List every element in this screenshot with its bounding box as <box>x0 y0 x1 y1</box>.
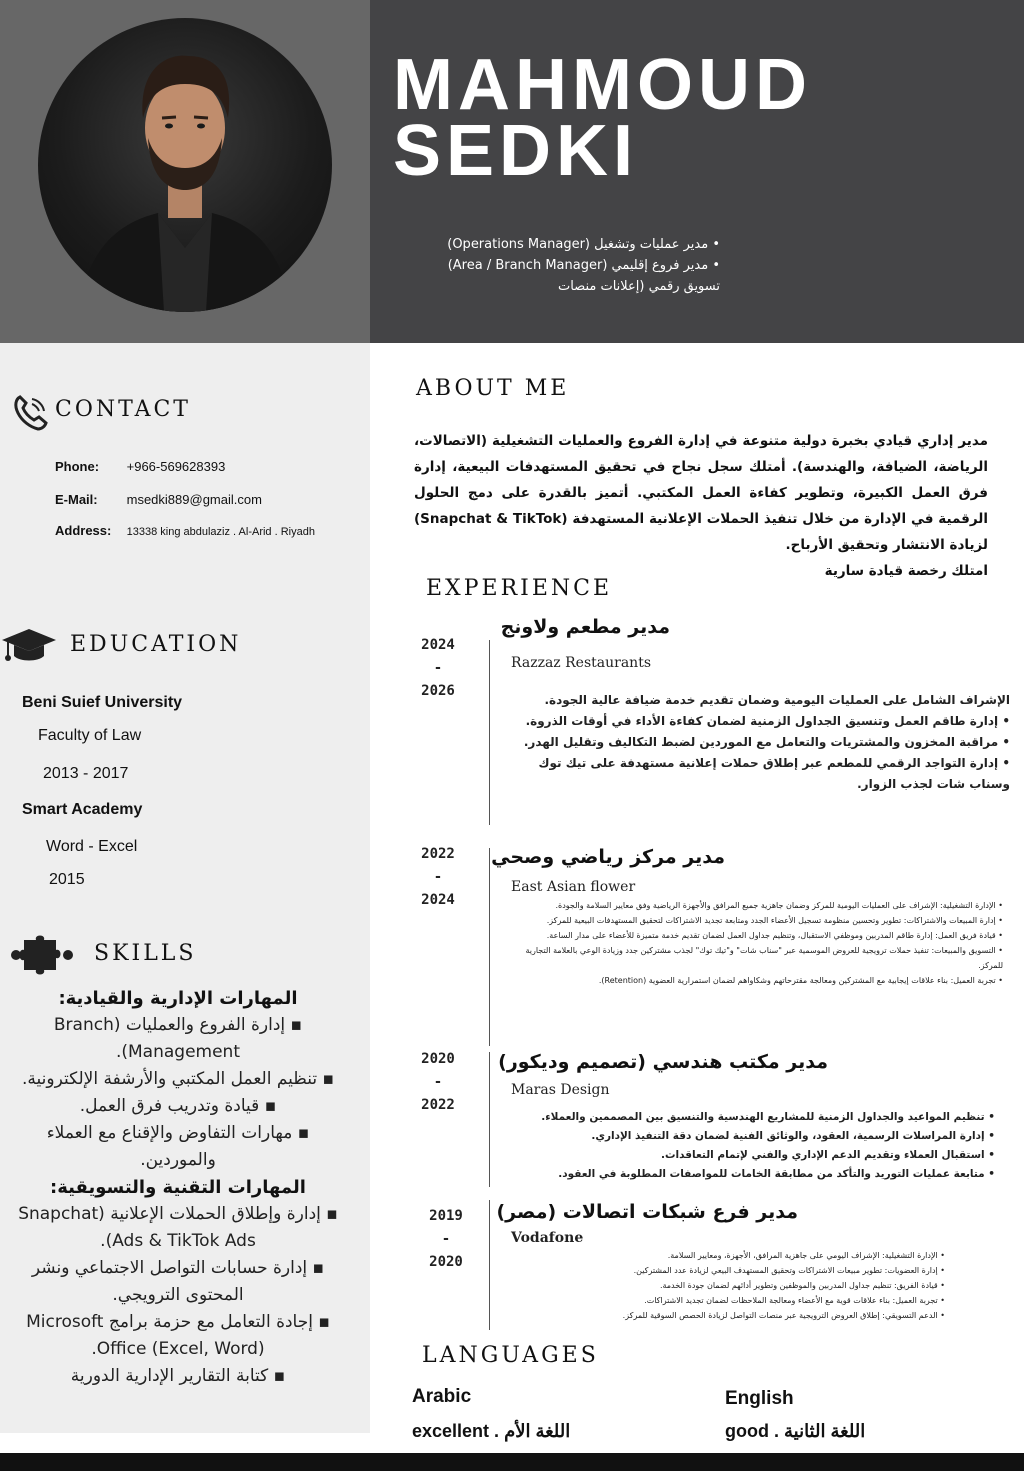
skills-group-2: المهارات التقنية والتسويقية: <box>50 1177 306 1198</box>
language-2: English <box>725 1388 794 1409</box>
languages-heading: LANGUAGES <box>422 1343 599 1368</box>
duty-item: • تجربة العميل: بناء علاقات إيجابية مع المشتركين ومعالجة مقترحاتهم وشكاواهم لضمان استمرارية العضوية (Retention). <box>598 976 1003 985</box>
skill-item: ▪ مهارات التفاوض والإقناع مع العملاء والموردين. <box>46 1123 310 1170</box>
school-1: Beni Suief University <box>22 694 183 711</box>
phone-icon <box>12 393 50 431</box>
bottom-bar <box>0 1453 1024 1471</box>
license-note: امتلك رخصة قيادة سارية <box>824 563 988 579</box>
job-4-duties <box>505 1248 945 1323</box>
skills-group-1: المهارات الإدارية والقيادية: <box>58 988 298 1009</box>
profile-photo-image <box>38 18 332 312</box>
education-heading: EDUCATION <box>70 632 242 657</box>
skills-heading: SKILLS <box>94 941 197 966</box>
skill-item: ▪ إجادة التعامل مع حزمة برامج Microsoft Office (Excel, Word). <box>26 1312 330 1359</box>
year-from: 2022 <box>421 846 455 862</box>
job-title-2: • مدير فروع إقليمي (Area / Branch Manager) <box>447 258 720 273</box>
name-first: MAHMOUD <box>393 45 812 125</box>
duty-item: • الدعم التسويقي: إطلاق العروض الترويجية عبر منصات التواصل لزيادة الحصص السوقية للمركز. <box>622 1311 945 1320</box>
timeline-line <box>489 848 490 1046</box>
address-label: Address: <box>55 523 112 538</box>
duty-item: • استقبال العملاء وتقديم الدعم الإداري والفني لإتمام التعاقدات. <box>660 1149 995 1161</box>
job-4-years <box>426 1208 466 1277</box>
year-sep: - <box>433 869 443 885</box>
skill-item: ▪ إدارة الفروع والعمليات (Branch Management). <box>53 1015 303 1062</box>
skill-item: ▪ إدارة وإطلاق الحملات الإعلانية (Snapchat Ads & TikTok Ads). <box>18 1204 338 1251</box>
year-sep: - <box>433 1074 443 1090</box>
email-label: E-Mail: <box>55 492 98 507</box>
faculty-1: Faculty of Law <box>38 727 142 744</box>
duty-item: • تجربة العميل: بناء علاقات قوية مع الأعضاء ومعالجة الملاحظات لضمان تجديد الاشتراكات. <box>644 1296 945 1305</box>
about-heading: ABOUT ME <box>416 376 570 401</box>
job-4-company: Vodafone <box>511 1230 584 1246</box>
language-1: Arabic <box>412 1386 472 1407</box>
job-2-years <box>418 846 458 915</box>
about-paragraph: مدير إداري قيادي بخبرة دولية متنوعة في إدارة الفروع والعمليات التشغيلية (الاتصالات، الرياضة، الضيافة، والهندسة). أمتلك سجل نجاح في تحقيق المستهدفات البيعية، إدارة فرق العمل الكبيرة، وتطوير كفاءة العمل المكتبي. أتميز بالقدرة على دمج الحلول الرقمية في الإدارة من خلال تنفيذ الحملات الإعلانية المستهدفة (Snapchat & TikTok) لزيادة الانتشار وتحقيق الأرباح. <box>414 433 988 553</box>
year-sep: - <box>433 660 443 676</box>
duty-item: • متابعة عمليات التوريد والتأكد من مطابقة الخامات للمواصفات المطلوبة في العقود. <box>558 1168 995 1180</box>
language-1-level: excellent . اللغة الأم <box>412 1421 571 1441</box>
graduation-cap-icon <box>0 626 58 666</box>
job-3-title: مدير مكتب هندسي (تصميم وديكور) <box>498 1051 828 1073</box>
duty-item: • إدارة المبيعات والاشتراكات: تطوير وتحسين منظومة تسجيل الأعضاء الجدد ومتابعة تجديد الاشتراكات لتحقيق المستهدفات البيعية للمركز. <box>546 916 1003 925</box>
skill-item: ▪ تنظيم العمل المكتبي والأرشفة الإلكترونية. <box>21 1069 335 1089</box>
duty-item: • الإدارة التشغيلية: الإشراف اليومي على جاهزية المرافق، الأجهزة، ومعايير السلامة. <box>667 1251 945 1260</box>
full-name <box>393 45 1013 191</box>
duty-item: • إدارة المراسلات الرسمية، العقود، والوثائق الفنية لضمان دقة التنفيذ الإداري. <box>591 1130 995 1142</box>
duty-item: • تنظيم المواعيد والجداول الزمنية للمشاريع الهندسية والتنسيق بين المصممين والعملاء. <box>541 1111 995 1123</box>
duty-item: • قيادة الفريق: تنظيم جداول المدربين والموظفين وتطوير أدائهم لضمان جودة الخدمة. <box>659 1281 945 1290</box>
language-2-level: good . اللغة الثانية <box>725 1421 866 1441</box>
job-2-title: مدير مركز رياضي وصحي <box>491 846 725 868</box>
contact-email <box>55 492 262 507</box>
job-1-company: Razzaz Restaurants <box>511 655 651 671</box>
course-2: Word - Excel <box>46 838 138 855</box>
skill-item: ▪ كتابة التقارير الإدارية الدورية <box>70 1366 286 1386</box>
year-to: 2020 <box>429 1254 463 1270</box>
phone-value[interactable]: +966-569628393 <box>126 459 226 474</box>
duty-item: • مراقبة المخزون والمشتريات والتعامل مع الموردين لضبط التكاليف وتقليل الهدر. <box>523 735 1010 749</box>
school-2: Smart Academy <box>22 801 143 818</box>
email-value[interactable]: msedki889@gmail.com <box>126 492 262 507</box>
contact-address <box>55 523 315 538</box>
job-title-1: • مدير عمليات وتشغيل (Operations Manager) <box>447 237 720 252</box>
duty-item: • إدارة التواجد الرقمي للمطعم عبر إطلاق حملات إعلانية مستهدفة على تيك توك وسناب شات لجذب الزوار. <box>538 756 1010 791</box>
duty-item: • إدارة طاقم العمل وتنسيق الجداول الزمنية لضمان كفاءة الأداء في أوقات الذروة. <box>525 714 1010 728</box>
job-3-years <box>418 1051 458 1120</box>
job-1-years <box>418 637 458 706</box>
timeline-line <box>489 1200 490 1330</box>
puzzle-icon <box>10 934 76 976</box>
job-1-title: مدير مطعم ولاونج <box>500 616 670 638</box>
year-sep: - <box>441 1231 451 1247</box>
skill-item: ▪ إدارة حسابات التواصل الاجتماعي ونشر المحتوى الترويجي. <box>31 1258 325 1305</box>
duty-item: • الإدارة التشغيلية: الإشراف على العمليات اليومية للمركز وضمان جاهزية جميع المرافق والأجهزة الرياضية وفق معايير السلامة والجودة. <box>555 901 1003 910</box>
skills-list <box>8 985 348 1390</box>
profile-photo <box>38 18 332 312</box>
duty-item: • قيادة فريق العمل: إدارة طاقم المدربين وموظفي الاستقبال، وتنظيم جداول العمل لضمان تقديم خدمة متميزة للأعضاء على مدار الساعة. <box>546 931 1003 940</box>
year-from: 2024 <box>421 637 455 653</box>
contact-phone <box>55 459 225 474</box>
duty-item: • إدارة العضويات: تطوير مبيعات الاشتراكات وتحقيق المستهدف البيعي لزيادة عدد المشتركين. <box>633 1266 945 1275</box>
job-titles <box>400 234 720 297</box>
duty-item: • التسويق والمبيعات: تنفيذ حملات ترويجية للعروض الموسمية عبر "سناب شات" و"تيك توك" لجذب مشتركين جدد وزيادة الوعي بالعلامة التجارية للمركز. <box>525 946 1003 970</box>
skill-item: ▪ قيادة وتدريب فرق العمل. <box>79 1096 277 1116</box>
name-last: SEDKI <box>393 111 639 191</box>
duty-item: الإشراف الشامل على العمليات اليومية وضمان تقديم خدمة ضيافة عالية الجودة. <box>544 693 1010 707</box>
year-to: 2022 <box>421 1097 455 1113</box>
year-to: 2024 <box>421 892 455 908</box>
job-2-duties <box>505 898 1003 988</box>
year-from: 2020 <box>421 1051 455 1067</box>
contact-heading: CONTACT <box>55 397 191 422</box>
address-value: 13338 king abdulaziz . Al-Arid . Riyadh <box>126 526 315 538</box>
about-text <box>414 428 988 584</box>
years-1: 2013 - 2017 <box>43 765 129 782</box>
year-from: 2019 <box>429 1208 463 1224</box>
job-4-title: مدير فرع شبكات اتصالات (مصر) <box>496 1201 798 1223</box>
job-3-duties <box>505 1108 995 1184</box>
year-to: 2026 <box>421 683 455 699</box>
phone-label: Phone: <box>55 459 100 474</box>
timeline-line <box>489 640 490 825</box>
job-2-company: East Asian flower <box>511 879 636 895</box>
job-title-3: تسويق رقمي (إعلانات منصات <box>557 279 720 294</box>
timeline-line <box>489 1052 490 1187</box>
experience-heading: EXPERIENCE <box>426 576 613 601</box>
job-1-duties <box>505 690 1010 795</box>
job-3-company: Maras Design <box>511 1082 610 1098</box>
year-2: 2015 <box>49 871 85 888</box>
